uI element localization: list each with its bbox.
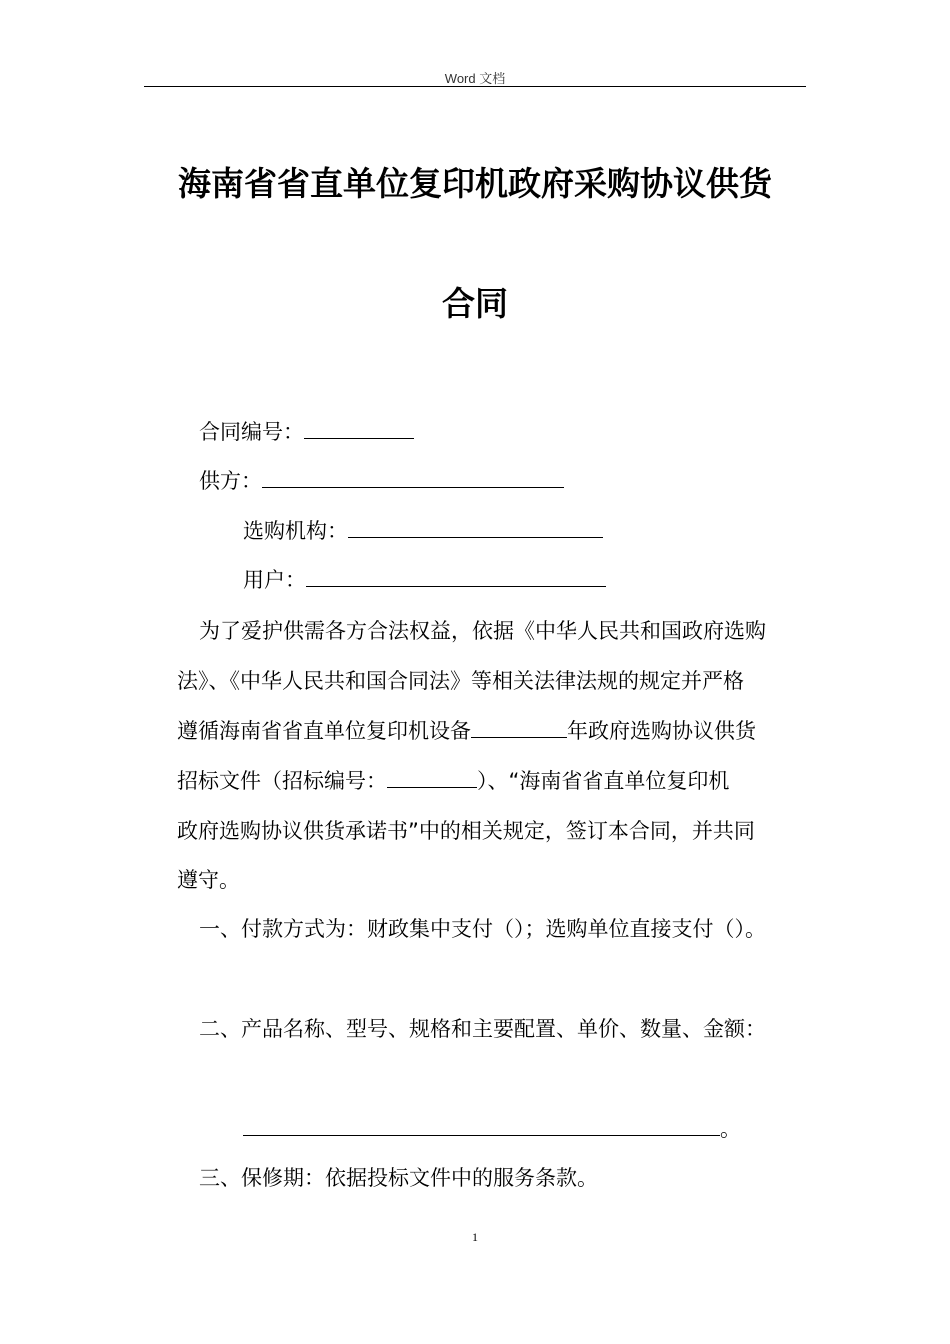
paragraph-line-6: 遵守。 (177, 868, 240, 892)
products-period: 。 (720, 1117, 741, 1141)
contract-number-label: 合同编号： (199, 420, 304, 444)
buyer-org-label: 选购机构： (243, 519, 348, 543)
clause-2-products: 二、产品名称、型号、规格和主要配置、单价、数量、金额： (199, 1017, 766, 1041)
user-label: 用户： (243, 568, 306, 592)
paragraph-line-1: 为了爱护供需各方合法权益，依据《中华人民共和国政府选购 (199, 619, 766, 643)
page-number: 1 (472, 1230, 478, 1244)
paragraph-line-3-end: 年政府选购协议供货 (567, 719, 756, 743)
user-row (243, 565, 606, 595)
paragraph-line-5: 政府选购协议供货承诺书”中的相关规定，签订本合同，并共同 (177, 819, 755, 843)
supplier-row (199, 466, 564, 496)
paragraph-line-4-end: ）、“海南省省直单位复印机 (477, 769, 730, 793)
products-row (243, 1114, 741, 1144)
tender-number-blank (387, 769, 477, 788)
clause-3-warranty: 三、保修期：依据投标文件中的服务条款。 (199, 1166, 598, 1190)
user-blank (306, 568, 606, 587)
paragraph-line-3 (177, 716, 756, 746)
contract-number-blank (304, 420, 414, 439)
contract-number-row (199, 417, 414, 447)
supplier-blank (262, 469, 564, 488)
clause-1-payment: 一、付款方式为：财政集中支付（）；选购单位直接支付（）。 (199, 917, 766, 941)
paragraph-line-4 (177, 766, 729, 796)
paragraph-line-4-start: 招标文件（招标编号： (177, 769, 387, 793)
buyer-org-row (243, 516, 603, 546)
document-header-label: Word 文档 (444, 71, 506, 86)
header-divider (144, 86, 806, 87)
buyer-org-blank (348, 519, 603, 538)
supplier-label: 供方： (199, 469, 262, 493)
products-blank (243, 1117, 720, 1136)
document-title-line-1: 海南省省直单位复印机政府采购协议供货 (178, 164, 772, 203)
paragraph-line-2: 法》、《中华人民共和国合同法》等相关法律法规的规定并严格 (177, 669, 744, 693)
year-blank (471, 719, 567, 738)
document-title-line-2: 合同 (442, 284, 508, 323)
paragraph-line-3-start: 遵循海南省省直单位复印机设备 (177, 719, 471, 743)
